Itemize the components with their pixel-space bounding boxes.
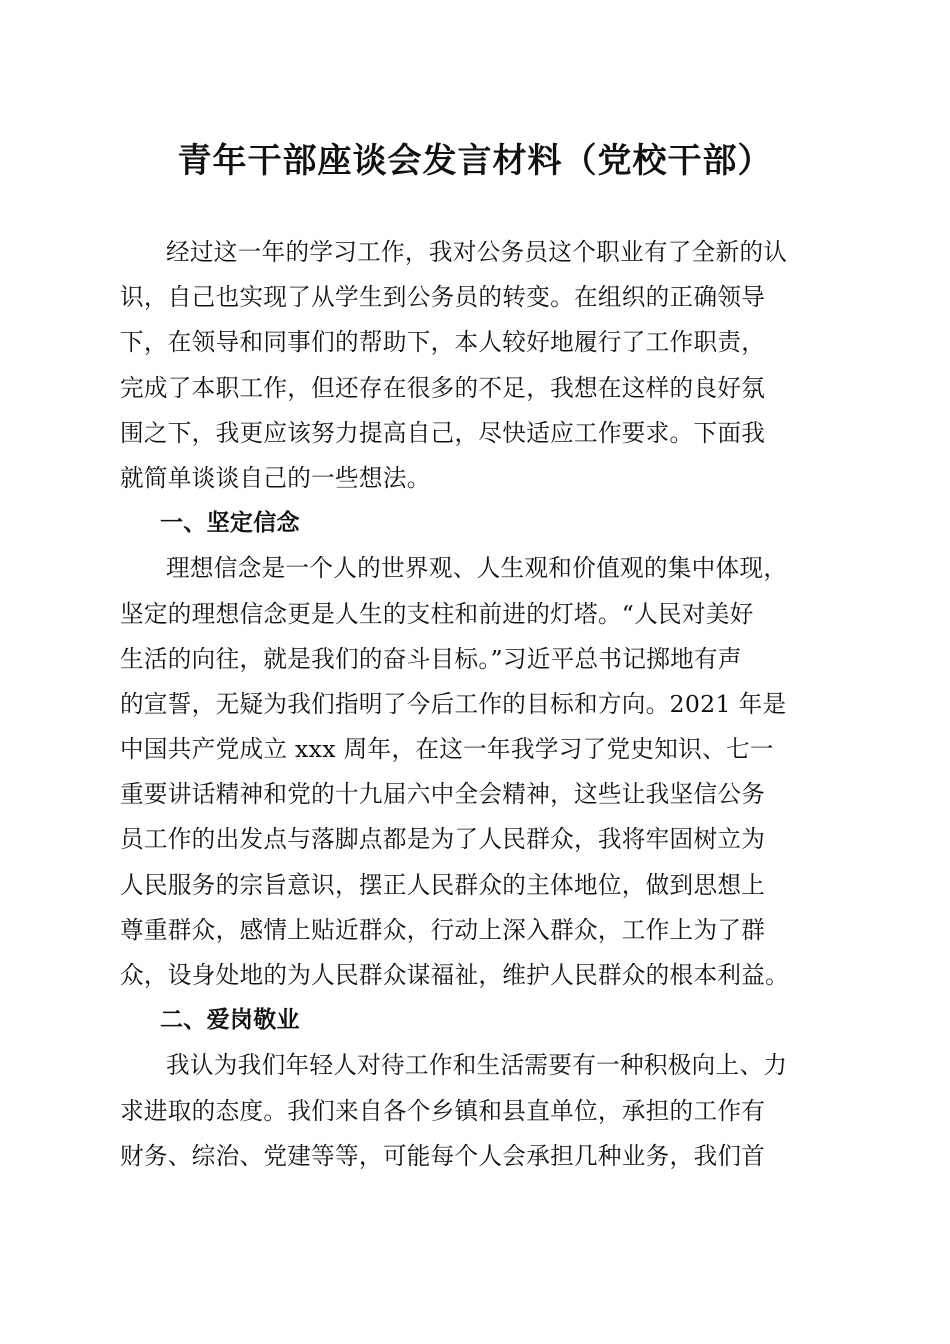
section1-line: 坚定的理想信念更是人生的支柱和前进的灯塔。“人民对美好: [120, 599, 754, 628]
intro-line: 围之下，我更应该努力提高自己，尽快适应工作要求。下面我: [120, 418, 766, 447]
section-heading-2: 二、爱岗敬业: [160, 1007, 300, 1034]
intro-line: 完成了本职工作，但还存在很多的不足，我想在这样的良好氛: [120, 373, 766, 402]
section1-line: 的宣誓，无疑为我们指明了今后工作的目标和方向。2021 年是: [120, 689, 787, 718]
section2-line: 我认为我们年轻人对待工作和生活需要有一种积极向上、力: [166, 1051, 788, 1080]
section1-line: 众，设身处地的为人民群众谋福祉，维护人民群众的根本利益。: [120, 961, 790, 989]
section2-line: 求进取的态度。我们来自各个乡镇和县直单位，承担的工作有: [120, 1096, 766, 1125]
document-body: [120, 230, 824, 1179]
section1-line: 人民服务的宗旨意识，摆正人民群众的主体地位，做到思想上: [120, 870, 766, 899]
section-heading-1: 一、坚定信念: [160, 510, 300, 537]
section2-line: 财务、综治、党建等等，可能每个人会承担几种业务，我们首: [120, 1141, 766, 1170]
section1-line: 理想信念是一个人的世界观、人生观和价值观的集中体现，: [166, 554, 788, 583]
document-title: 青年干部座谈会发言材料（党校干部）: [177, 141, 773, 181]
intro-line: 就简单谈谈自己的一些想法。: [120, 463, 431, 492]
section1-line: 员工作的出发点与落脚点都是为了人民群众，我将牢固树立为: [120, 825, 766, 854]
section1-line: 生活的向往，就是我们的奋斗目标。”习近平总书记掷地有声: [120, 644, 742, 673]
intro-line: 识，自己也实现了从学生到公务员的转变。在组织的正确领导: [120, 283, 766, 312]
section1-line: 重要讲话精神和党的十九届六中全会精神，这些让我坚信公务: [120, 780, 766, 809]
intro-line: 经过这一年的学习工作，我对公务员这个职业有了全新的认: [166, 238, 788, 266]
intro-line: 下，在领导和同事们的帮助下，本人较好地履行了工作职责，: [120, 328, 766, 357]
section1-line: 尊重群众，感情上贴近群众，行动上深入群众，工作上为了群: [120, 915, 766, 944]
section1-line: 中国共产党成立 xxx 周年，在这一年我学习了党史知识、七一: [120, 735, 774, 764]
